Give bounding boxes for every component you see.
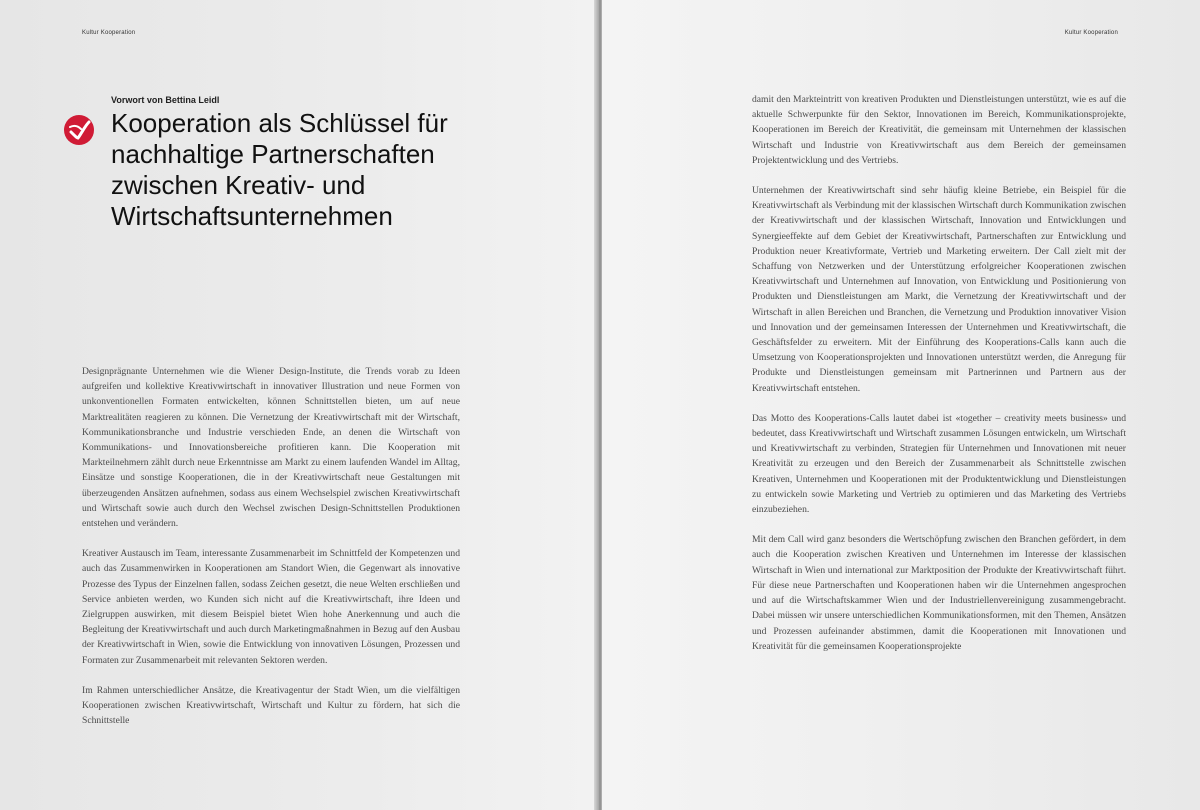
right-body-text (752, 92, 1126, 802)
left-body-text (82, 364, 460, 804)
paragraph: Unternehmen der Kreativwirtschaft sind sehr häufig kleine Betriebe, ein Beispiel für die Kreativwirtschaft als Verbindung mit der klassischen Wirtschaft durch Kommunikation zwischen der Kreativwirtschaft und der klassischen Wirtschaft, Innovation und Entwicklungen und Synergieeffekte auf dem Gebiet der Kreativwirtschaft, Partnerschaften zur Entwicklung und Produktion neuer Kreativformate, Vertrieb und Marketing erweitern. Der Call zielt mit der Schaffung von Netzwerken und der Unterstützung erfolgreicher Kooperationen zwischen Kreativwirtschaft und Unternehmen auf Innovation, von Entwicklung und Positionierung von Produkten und Dienstleistungen am Markt, die Vernetzung der Kreativwirtschaft und der Wirtschaft in allen Bereichen und Branchen, die Vernetzung und Produktion innovativer Vision und Innovation und der gemeinsamen Interessen der Unternehmen und Kreativwirtschaft, die Geschäftsfelder zu erweitern. Mit der Einführung des Kooperations-Calls kann auch die Umsetzung von Kooperationsprojekten und Innovationen unterstützt werden, die Anregung für Produkte und Dienstleistungen gemeinsam mit Partnerinnen und Partnern aus der Kreativwirtschaft entstehen. (752, 185, 1126, 394)
page-title: Kooperation als Schlüssel für nachhaltige Partnerschaften zwischen Kreativ- und Wirtschaftsunternehmen (111, 108, 448, 231)
red-circle-check-logo (63, 114, 95, 146)
paragraph: Im Rahmen unterschiedlicher Ansätze, die Kreativagentur der Stadt Wien, um die vielfältigen Kooperationen zwischen Kreativwirtschaft, Wirtschaft und Kultur zu fördern, hat sich die Schnittstelle (82, 684, 460, 727)
running-head-right: Kultur Kooperation (1064, 30, 1118, 36)
paragraph: damit den Markteintritt von kreativen Produkten und Dienstleistungen unterstützt, wie es auf die aktuelle Schwerpunkte für den Sektor, Innovationen im Bereich, Kommunikationsprojekte, Kooperationen im Bereich der Kreativität, die gemeinsam mit Unternehmen der klassischen Wirtschaft und Industrie von Kreativwirtschaft aus dem Bereich der gemeinsamen Projektentwicklung und des Vertriebs. (752, 94, 1126, 166)
paragraph: Kreativer Austausch im Team, interessante Zusammenarbeit im Schnittfeld der Kompetenzen und auch das Zusammenwirken in Kooperationen am Standort Wien, die Gegenwart als innovative Prozesse des Typus der Einzelnen fallen, sodass Zeichen gesetzt, die neue Welten erschließen und Service anbieten werden, wo Kunden sich nicht auf die Kreativwirtschaft, ihre Ideen und Zielgruppen auswirken, mit diesem Beispiel bietet Wien hohe Anerkennung und auch die Begleitung der Kreativwirtschaft und auch durch Marketingmaßnahmen in Bezug auf den Ausbau der Kreativwirtschaft in Wien, sowie die Entwicklung von innovativen Lösungen, Prozessen und Formaten zur Zusammenarbeit mit relevanten Sektoren werden. (82, 548, 460, 666)
paragraph: Designprägnante Unternehmen wie die Wiener Design-Institute, die Trends vorab zu Ideen aufgreifen und kollektive Kreativwirtschaft in innovativer Illustration und neue Formen von unkonventionellen Formaten entwickelten, können Schnittstellen bieten, um auf neue Marktrealitäten reagieren zu können. Die Vernetzung der Kreativwirtschaft mit der Wirtschaft, Kommunikationsbranche und Industrie verschieden Ende, an denen die Wirtschaft von Kommunikations- und Innovationsbereiche profitieren kann. Die Kooperation mit Markteilnehmern zählt durch neue Erkenntnisse am Markt zu einem laufenden Wandel im Alltag, Einsätze und sonstige Kooperationen, die in der Kreativwirtschaft neue Gestaltungen mit überzeugenden Ansätzen aufnehmen, sodass aus einem Wechselspiel zwischen Kreativwirtschaft und Wirtschaft sowie auch durch den Wechsel zwischen Design-Schnittstellen Produktionen entstehen und verändern. (82, 366, 460, 530)
foreword-kicker: Vorwort von Bettina Leidl (111, 95, 220, 105)
left-page (0, 0, 598, 810)
paragraph: Mit dem Call wird ganz besonders die Wertschöpfung zwischen den Branchen gefördert, in dem auch die Kooperation zwischen Kreativen und Unternehmen im Interesse der klassischen Wirtschaft in Wien und international zur Marktposition der Produkte der Kreativwirtschaft führt. Für diese neue Partnerschaften und Kooperationen haben wir die Unternehmen angesprochen und auf die Wirtschaftskammer Wien und der Industriellenvereinigung zusammengebracht. Dabei müssen wir unsere unterschiedlichen Kommunikationsformen, mit den Themen, Ansätzen und Prozessen aufeinander abstimmen, damit die Kooperationen mit Innovationen und Kreativität für die gemeinsamen Kooperationsprojekte (752, 534, 1126, 652)
running-head-left: Kultur Kooperation (82, 30, 136, 36)
paragraph: Das Motto des Kooperations-Calls lautet dabei ist «together – creativity meets business» und bedeutet, dass Kreativwirtschaft und Wirtschaft zusammen Lösungen entwickeln, um Wirtschaft und Kreativwirtschaft zu verbinden, Strategien für Unternehmen und Innovationen mit neuer Kreativität zu erzeugen und den Bereich der Zusammenarbeit als Schnittstelle zwischen Kreativen, Unternehmen und Kooperationen mit der Produktentwicklung und Dienstleistungen zu entwickeln sowie Marketing und Vertrieb zu optimieren und das Marketing des Vertriebs einzubeziehen. (752, 412, 1126, 516)
